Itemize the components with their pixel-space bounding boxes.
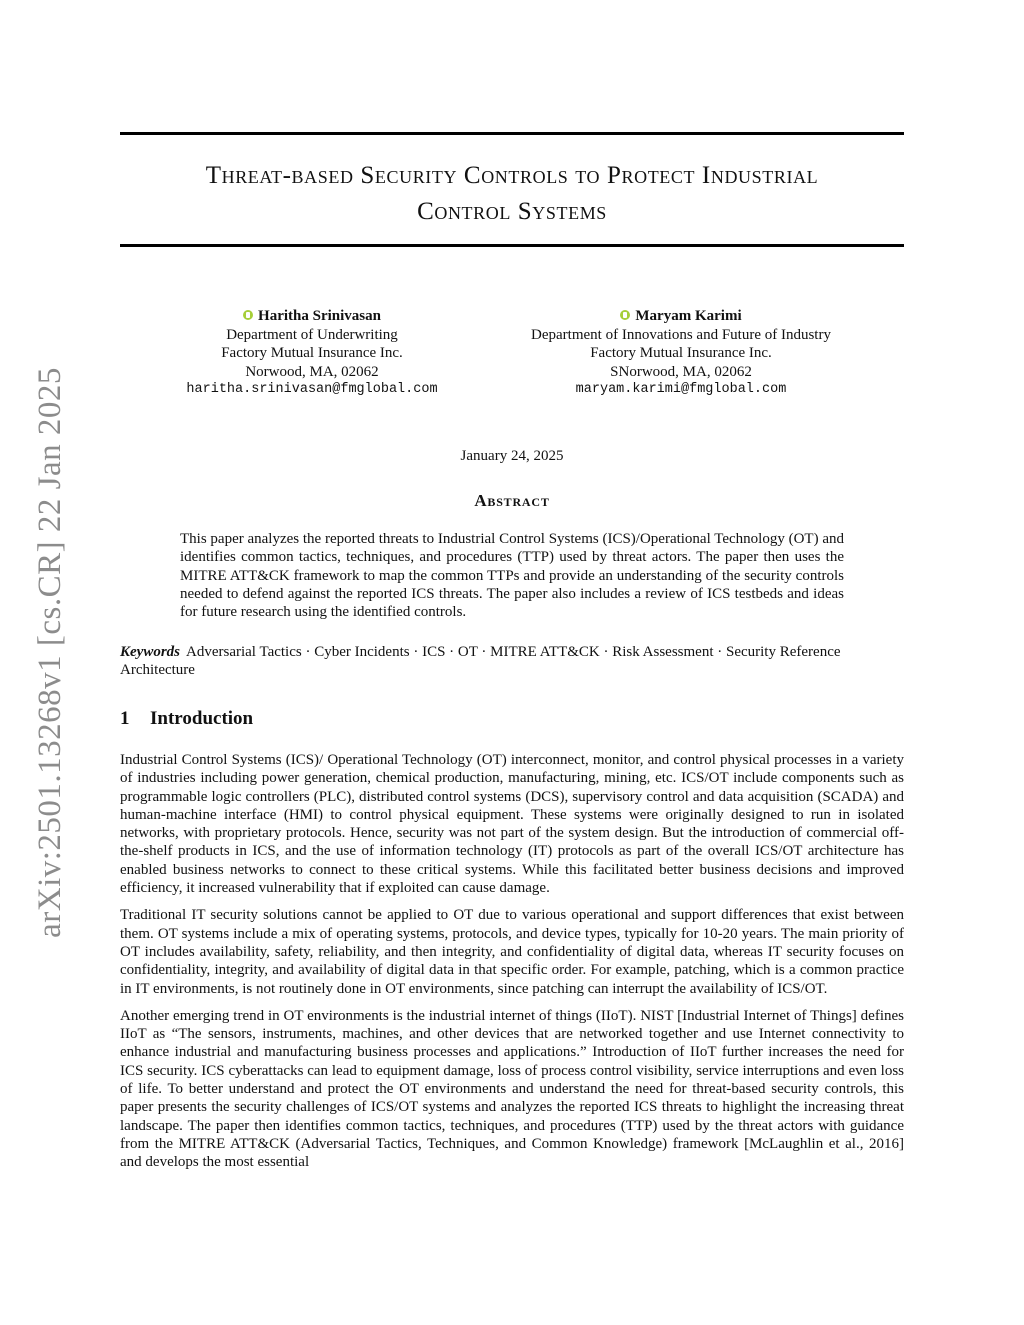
keywords-text: Adversarial Tactics · Cyber Incidents · ICS · OT · MITRE ATT&CK · Risk Assessment · Security Reference Architecture <box>120 644 841 679</box>
author-block-2 <box>500 307 862 400</box>
keywords-label: Keywords <box>120 644 180 660</box>
author-department: Department of Underwriting <box>226 326 398 343</box>
author-address: SNorwood, MA, 02062 <box>610 363 752 380</box>
arxiv-identifier <box>30 362 70 942</box>
body-paragraph: Another emerging trend in OT environments is the industrial internet of things (IIoT). NIST [Industrial Internet of Things] defines IIoT as “The sensors, instruments, machines, and other devices that are networked together and use Internet connectivity to enhance industrial and manufacturing business processes and applications.” Introduction of IIoT further increases the need for ICS security. ICS cyberattacks can lead to equipment damage, loss of process control visibility, service interruptions and even loss of life. To better understand and protect the OT environments and understand the need for threat-based security controls, this paper presents the security challenges of ICS/OT systems and analyzes the reported ICS threats to highlight the increasing threat landscape. The paper then identifies common tactics, techniques, and procedures (TTP) used by the threat actors with guidance from the MITRE ATT&CK (Adversarial Tactics, Techniques, and Common Knowledge) framework [McLaughlin et al., 2016] and develops the most essential <box>120 1007 904 1171</box>
body-paragraph: Industrial Control Systems (ICS)/ Operational Technology (OT) interconnect, monitor, and control physical processes in a variety of industries including power generation, chemical production, manufacturing, mining, etc. ICS/OT include components such as programmable logic controllers (PLC), distributed control systems (DCS), supervisory control and data acquisition (SCADA) and human-machine interface (HMI) to control physical equipment. These systems were originally designed to run in isolated networks, with proprietary protocols. Hence, security was not part of the system design. But the introduction of commercial off-the-shelf products in ICS, and the use of information technology (IT) protocols as part of the overall ICS/OT architecture has enabled business networks to connect to these critical systems. While this facilitated better business decisions and improved efficiency, it increased vulnerability that if exploited can cause damage. <box>120 752 904 897</box>
paper-title-line-1: Threat-based Security Controls to Protect Industrial <box>205 162 819 189</box>
author-name: Maryam Karimi <box>635 308 742 324</box>
title-top-rule <box>120 132 904 135</box>
section-body <box>120 751 904 1181</box>
author-organization: Factory Mutual Insurance Inc. <box>590 345 772 361</box>
author-email[interactable]: maryam.karimi@fmglobal.com <box>575 382 787 397</box>
author-organization: Factory Mutual Insurance Inc. <box>221 345 403 361</box>
paper-title-line-2: Control Systems <box>417 198 607 225</box>
section-heading <box>120 708 253 730</box>
author-block-1 <box>150 307 474 400</box>
author-address: Norwood, MA, 02062 <box>245 363 379 380</box>
title-bottom-rule <box>120 244 904 247</box>
keywords <box>120 643 904 680</box>
arxiv-identifier-text: arXiv:2501.13268v1 [cs.CR] 22 Jan 2025 <box>31 366 68 938</box>
author-department: Department of Innovations and Future of Industry <box>531 326 831 343</box>
section-number: 1 <box>120 708 130 729</box>
orcid-icon[interactable] <box>620 310 630 320</box>
publication-date: January 24, 2025 <box>460 448 564 464</box>
section-title: Introduction <box>150 708 254 729</box>
author-name: Haritha Srinivasan <box>258 308 381 324</box>
author-name-row <box>150 307 474 326</box>
body-paragraph: Traditional IT security solutions cannot be applied to OT due to various operational and support differences that exist between them. OT systems include a mix of operating systems, protocols, and device types, typically for 10-20 years. The main priority of OT includes availability, safety, reliability, and then integrity, and confidentiality of digital data, whereas IT security focuses on confidentiality, integrity, and availability of digital data in that specific order. For example, patching, which is a common practice in IT environments, is not routinely done in OT environments, since patching can interrupt the availability of ICS/OT. <box>120 907 904 997</box>
abstract-heading: Abstract <box>474 491 550 510</box>
paper-title <box>120 158 904 230</box>
orcid-icon[interactable] <box>243 310 253 320</box>
author-name-row <box>500 307 862 326</box>
abstract-text: This paper analyzes the reported threats to Industrial Control Systems (ICS)/Operational Technology (OT) and identifies common tactics, techniques, and procedures (TTP) used by threat actors. The paper then uses the MITRE ATT&CK framework to map the common TTPs and provide an understanding of the security controls needed to defend against the reported ICS threats. The paper also includes a review of ICS testbeds and ideas for future research using the identified controls. <box>180 531 844 621</box>
author-email[interactable]: haritha.srinivasan@fmglobal.com <box>186 382 438 397</box>
